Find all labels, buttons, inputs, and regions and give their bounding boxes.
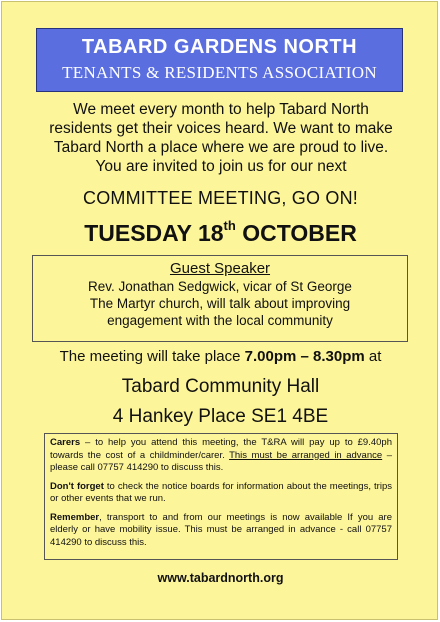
date-month: OCTOBER <box>242 220 357 246</box>
date-ordinal: th <box>223 218 236 233</box>
carers-underlined: This must be arranged in advance <box>229 449 383 461</box>
guest-speaker-line: engagement with the local community <box>107 313 333 328</box>
guest-speaker-line: The Martyr church, will talk about improving <box>89 296 351 311</box>
intro-line: We meet every month to help Tabard North <box>73 101 369 118</box>
intro-line: You are invited to join us for our next <box>95 158 347 175</box>
forget-label: Don't forget <box>50 480 104 492</box>
remember-paragraph <box>50 512 392 550</box>
meeting-time-prefix: The meeting will take place <box>59 348 245 365</box>
association-title: TABARD GARDENS NORTH <box>81 36 358 58</box>
website-link[interactable]: www.tabardnorth.org <box>157 571 284 585</box>
carers-label: Carers <box>50 437 81 448</box>
info-box <box>44 433 398 560</box>
meeting-heading: COMMITTEE MEETING, GO ON! <box>83 188 358 208</box>
carers-text: – to help you attend this meeting, the T&RA will pay up to £9.40ph towards the cost of a childminder/carer. <box>50 437 392 461</box>
meeting-time-value: 7.00pm – 8.30pm <box>244 348 365 365</box>
remember-label: Remember <box>50 511 100 523</box>
intro-line: Tabard North a place where we are proud to live. <box>53 139 389 156</box>
meeting-time-suffix: at <box>364 348 382 365</box>
venue-address: 4 Hankey Place SE1 4BE <box>112 406 329 427</box>
flyer-page <box>1 1 438 620</box>
association-subtitle: TENANTS & RESIDENTS ASSOCIATION <box>62 63 377 82</box>
header-banner <box>36 28 403 92</box>
date-day: TUESDAY 18 <box>84 220 224 246</box>
guest-speaker-line: Rev. Jonathan Sedgwick, vicar of St George <box>88 279 352 294</box>
intro-line: residents get their voices heard. We want to make <box>49 120 393 137</box>
guest-speaker-box <box>32 255 408 342</box>
meeting-date <box>2 220 439 247</box>
intro-text <box>22 100 420 176</box>
forget-paragraph <box>50 481 392 506</box>
forget-text: to check the notice boards for information about the meetings, trips or other events that we run. <box>50 480 392 504</box>
carers-paragraph <box>50 437 392 475</box>
venue-name: Tabard Community Hall <box>121 376 320 397</box>
carers-end: – please call 07757 414290 to discuss this. <box>50 449 392 473</box>
remember-text: , transport to and from our meetings is now available If you are elderly or have mobility issue. This must be arranged in advance - call 07757 414290 to discuss this. <box>50 511 392 548</box>
meeting-time <box>2 348 439 365</box>
meeting-venue <box>2 372 439 432</box>
guest-speaker-title: Guest Speaker <box>169 260 271 277</box>
